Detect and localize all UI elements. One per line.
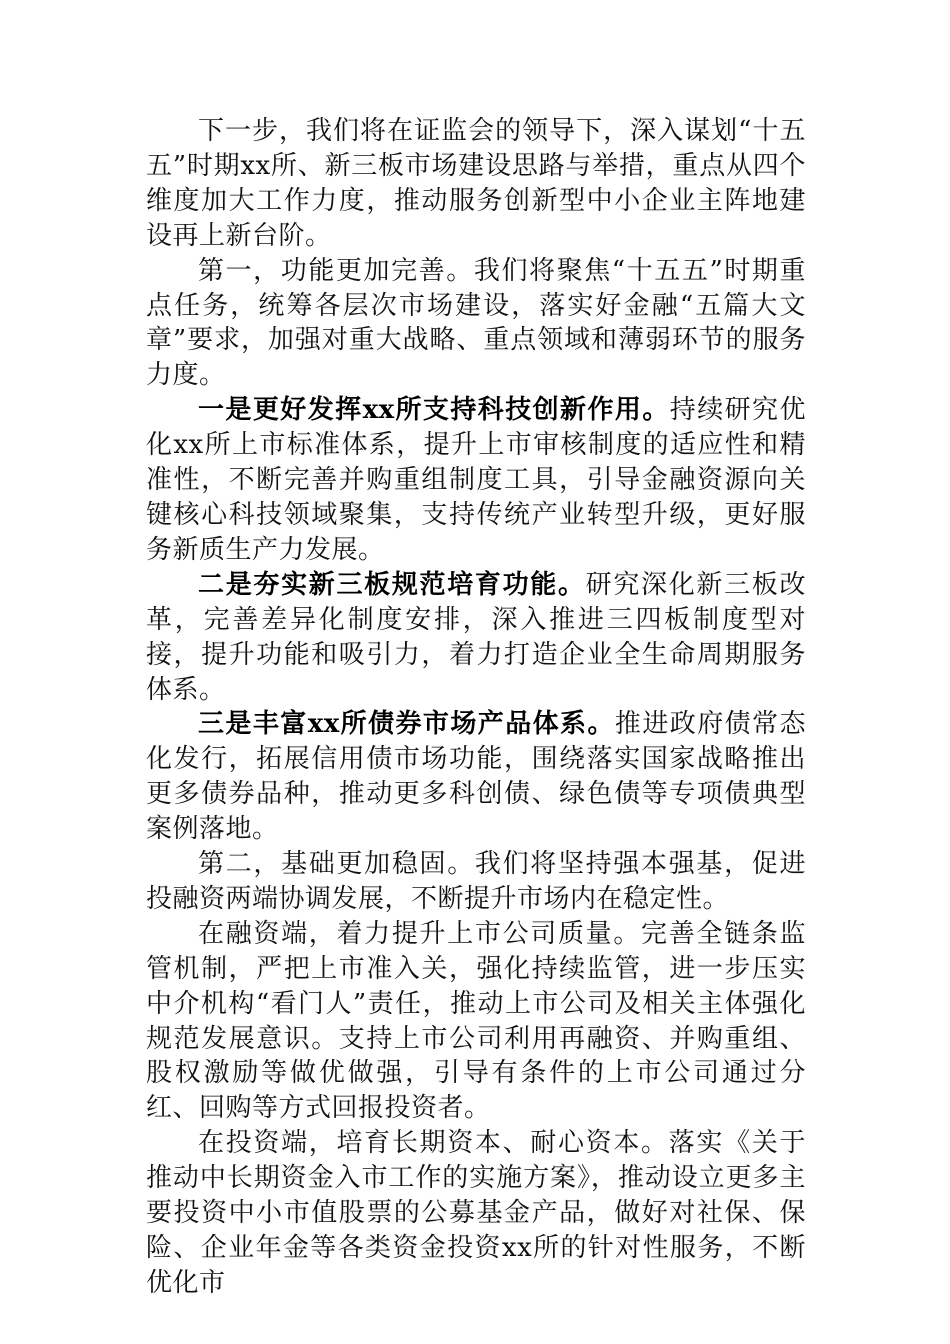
paragraph-function [146, 254, 806, 394]
paragraph-financing-side [146, 917, 806, 1126]
paragraph-text: 持续研究优化xx所上市标准体系，提升上市审核制度的适应性和精准性，不断完善并购重组制度工具，引导金融资源向关键核心科技领域聚集，支持传统产业转型升级，更好服务新质生产力发展。 [146, 395, 806, 565]
paragraph-text: 研究深化新三板改革，完善差异化制度安排，深入推进三四板制度型对接，提升功能和吸引力，着力打造企业全生命周期服务体系。 [146, 569, 806, 705]
paragraph-point-one [146, 393, 806, 568]
paragraph-lead: 三是丰富xx所债券市场产品体系。 [198, 709, 615, 740]
paragraph-lead: 一是更好发挥xx所支持科技创新作用。 [198, 395, 670, 426]
paragraph-foundation [146, 847, 806, 917]
paragraph-investment-side [146, 1126, 806, 1301]
paragraph-next-steps [146, 114, 806, 254]
paragraph-point-two [146, 568, 806, 708]
paragraph-text: 下一步，我们将在证监会的领导下，深入谋划“十五五”时期xx所、新三板市场建设思路与举措，重点从四个维度加大工作力度，推动服务创新型中小企业主阵地建设再上新台阶。 [146, 116, 806, 251]
paragraph-text: 第二，基础更加稳固。我们将坚持强本强基，促进投融资两端协调发展，不断提升市场内在稳定性。 [146, 849, 806, 914]
paragraph-text: 推进政府债常态化发行，拓展信用债市场功能，围绕落实国家战略推出更多债券品种，推动更多科创债、绿色债等专项债典型案例落地。 [146, 709, 806, 845]
document-body [146, 114, 806, 1301]
paragraph-text: 第一，功能更加完善。我们将聚焦“十五五”时期重点任务，统筹各层次市场建设，落实好金融“五篇大文章”要求，加强对重大战略、重点领域和薄弱环节的服务力度。 [146, 255, 806, 391]
paragraph-text: 在融资端，着力提升上市公司质量。完善全链条监管机制，严把上市准入关，强化持续监管，进一步压实中介机构“看门人”责任，推动上市公司及相关主体强化规范发展意识。支持上市公司利用再融资、并购重组、股权激励等做优做强，引导有条件的上市公司通过分红、回购等方式回报投资者。 [146, 918, 806, 1124]
paragraph-lead: 二是夯实新三板规范培育功能。 [198, 569, 586, 600]
paragraph-point-three [146, 707, 806, 847]
paragraph-text: 在投资端，培育长期资本、耐心资本。落实《关于推动中长期资金入市工作的实施方案》，推动设立更多主要投资中小市值股票的公募基金产品，做好对社保、保险、企业年金等各类资金投资xx所的针对性服务，不断优化市 [146, 1128, 806, 1298]
